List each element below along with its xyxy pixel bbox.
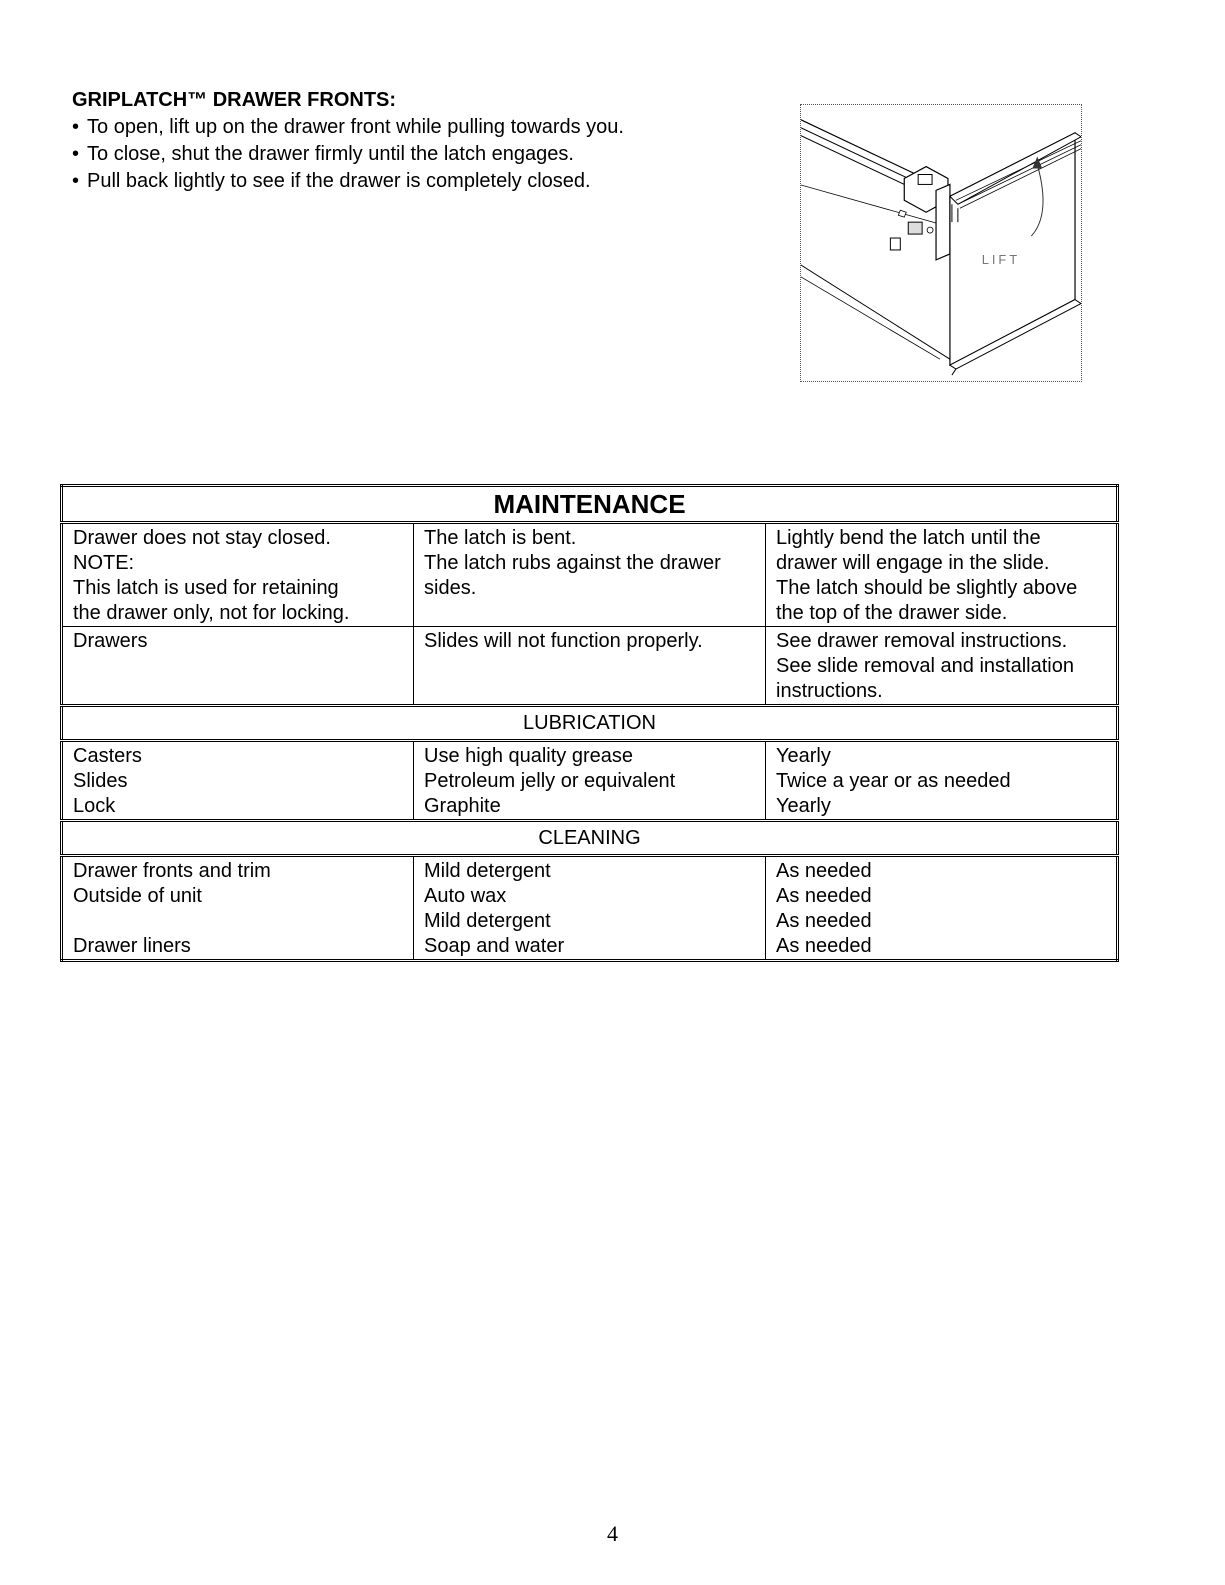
instruction-list [72, 114, 624, 195]
table-cell [414, 523, 766, 627]
cell-line: Casters [73, 745, 142, 767]
cell-line: Use high quality grease [424, 745, 634, 767]
cell-line: drawer will engage in the slide. [776, 552, 1050, 574]
cell-line: As needed [776, 885, 872, 907]
table-cell [766, 741, 1118, 821]
cell-line: Petroleum jelly or equivalent [424, 770, 676, 792]
cell-line: Lightly bend the latch until the [776, 527, 1041, 549]
cell-line: Yearly [776, 795, 831, 817]
maintenance-table [60, 484, 1119, 962]
cell-line: sides. [424, 577, 477, 599]
cell-line: The latch should be slightly above [776, 577, 1078, 599]
table-cell [62, 523, 414, 627]
table-cell [414, 856, 766, 961]
lubrication-header-row [62, 706, 1118, 741]
cleaning-label: CLEANING [62, 821, 1118, 856]
cell-line: Drawer does not stay closed. [73, 527, 331, 549]
table-row [62, 741, 1118, 821]
cell-line: Slides [73, 770, 128, 792]
table-row [62, 627, 1118, 706]
table-cell [766, 627, 1118, 706]
cell-line: As needed [776, 935, 872, 957]
cell-line: This latch is used for retaining [73, 577, 339, 599]
cell-line: Drawer fronts and trim [73, 860, 271, 882]
cell-line: Outside of unit [73, 885, 202, 907]
table-cell [62, 856, 414, 961]
instruction-item: • Pull back lightly to see if the drawer is completely closed. [72, 168, 624, 195]
cell-line: NOTE: [73, 552, 135, 574]
cell-line: Soap and water [424, 935, 565, 957]
table-cell [62, 741, 414, 821]
instruction-item: • To open, lift up on the drawer front while pulling towards you. [72, 114, 624, 141]
cell-line: See drawer removal instructions. [776, 630, 1068, 652]
cell-line: Mild detergent [424, 860, 551, 882]
cell-line: The latch is bent. [424, 527, 577, 549]
drawer-latch-illustration [800, 104, 1082, 382]
table-cell [766, 856, 1118, 961]
cell-line: Twice a year or as needed [776, 770, 1011, 792]
cell-line: Slides will not function properly. [424, 630, 703, 652]
cell-line: Mild detergent [424, 910, 551, 932]
cell-line: instructions. [776, 680, 883, 702]
table-cell [414, 627, 766, 706]
table-title: MAINTENANCE [62, 486, 1118, 523]
cell-line: Lock [73, 795, 116, 817]
cell-line: The latch rubs against the drawer [424, 552, 721, 574]
cell-line: Drawer liners [73, 935, 191, 957]
cell-line: Graphite [424, 795, 501, 817]
table-title-row [62, 486, 1118, 523]
table-row [62, 523, 1118, 627]
cell-line: As needed [776, 910, 872, 932]
table-cell [766, 523, 1118, 627]
instruction-item: • To close, shut the drawer firmly until the latch engages. [72, 141, 624, 168]
lift-label: LIFT [981, 251, 1021, 267]
lubrication-label: LUBRICATION [62, 706, 1118, 741]
table-row [62, 856, 1118, 961]
cell-line [73, 909, 403, 934]
section-heading: GRIPLATCH™ DRAWER FRONTS: [72, 89, 397, 111]
table-cell [414, 741, 766, 821]
cleaning-header-row [62, 821, 1118, 856]
cell-line: See slide removal and installation [776, 655, 1074, 677]
cell-line: Yearly [776, 745, 831, 767]
cell-line: As needed [776, 860, 872, 882]
cell-line: Auto wax [424, 885, 507, 907]
table-cell [62, 627, 414, 706]
cell-line: the drawer only, not for locking. [73, 602, 350, 624]
cell-line: Drawers [73, 630, 148, 652]
page-number: 4 [607, 1521, 618, 1546]
cell-line: the top of the drawer side. [776, 602, 1008, 624]
